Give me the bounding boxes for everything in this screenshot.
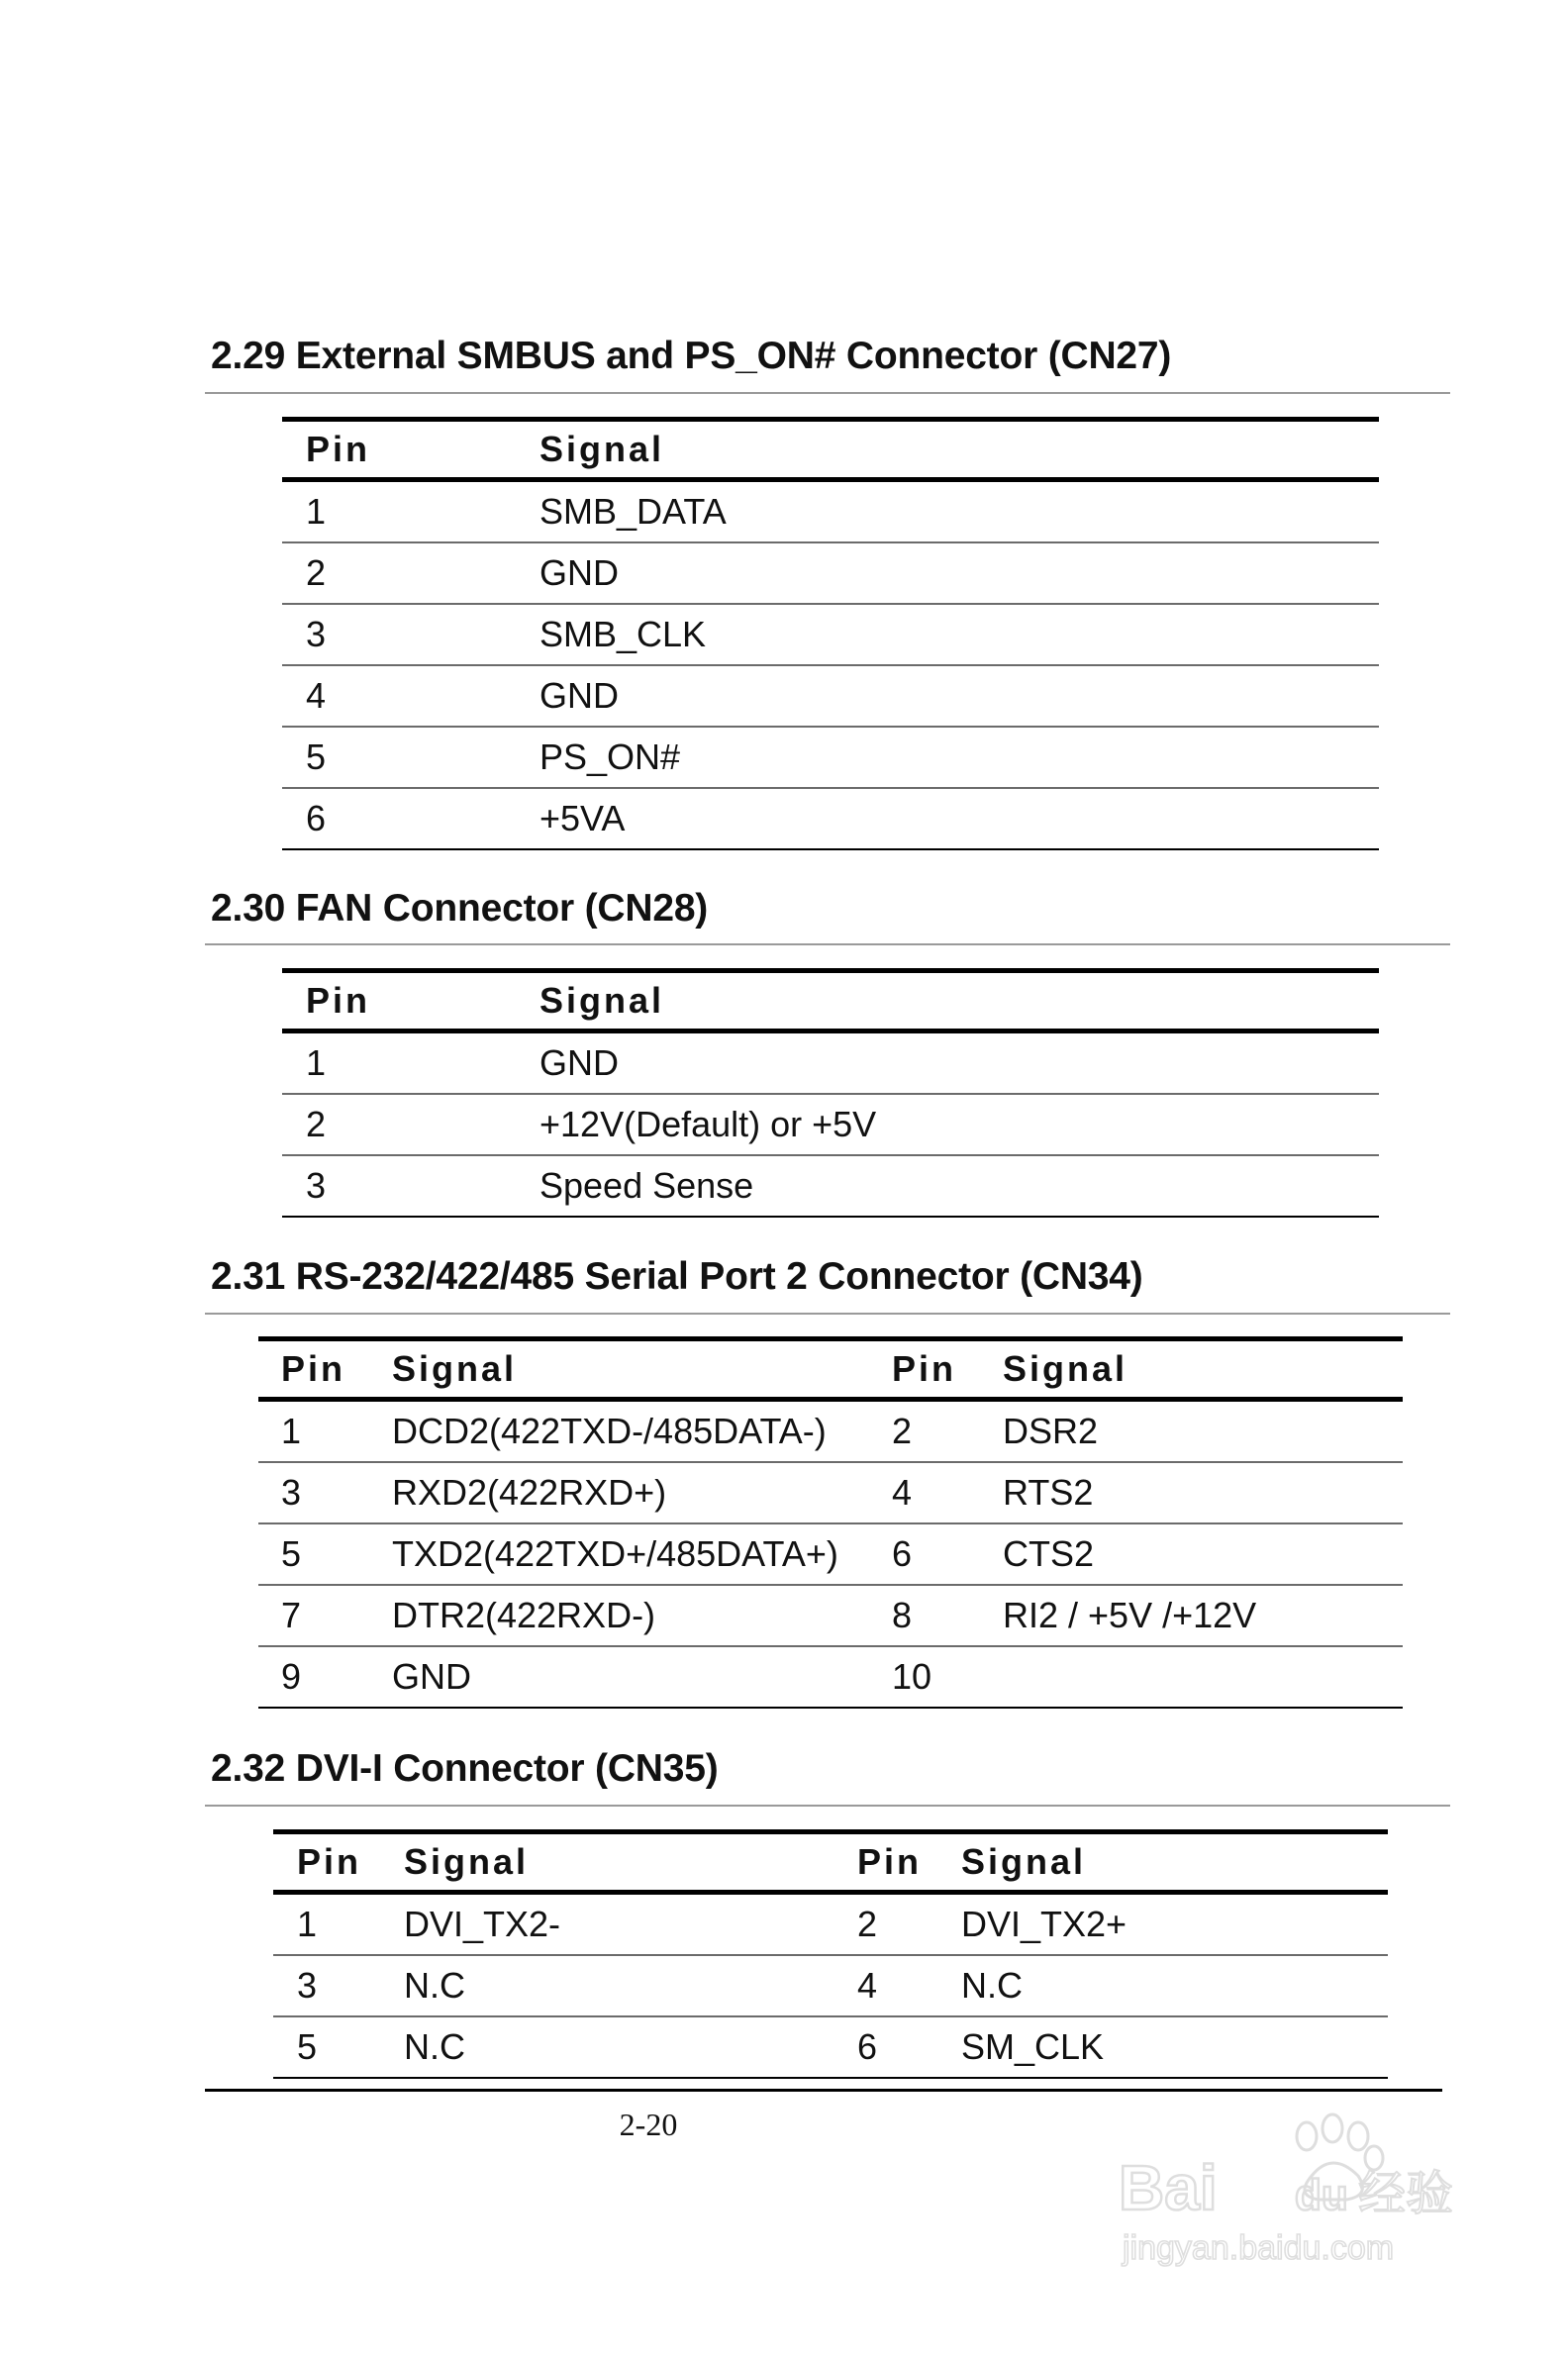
column-header-pin: Pin (857, 1832, 961, 1893)
signal-name: CTS2 (1003, 1523, 1403, 1585)
pin-number: 4 (857, 1955, 961, 2016)
column-header-signal: Signal (539, 971, 1379, 1031)
signal-name: RXD2(422RXD+) (392, 1462, 892, 1523)
signal-name: SMB_DATA (539, 480, 1379, 543)
table-row (282, 604, 1379, 665)
column-header-pin: Pin (297, 1832, 404, 1893)
signal-name: DSR2 (1003, 1400, 1403, 1463)
signal-name: SMB_CLK (539, 604, 1379, 665)
pin-table-cn28 (282, 968, 1379, 1218)
table-row (258, 1462, 1403, 1523)
table-row (282, 1155, 1379, 1217)
pin-number: 2 (306, 542, 539, 604)
section-title-cn35: 2.32 DVI-I Connector (CN35) (211, 1747, 719, 1790)
signal-name: Speed Sense (539, 1155, 1379, 1217)
table-header-row (282, 420, 1379, 480)
signal-name: GND (539, 665, 1379, 727)
pin-number: 5 (281, 1523, 392, 1585)
table-row (282, 665, 1379, 727)
column-header-signal: Signal (1003, 1339, 1403, 1400)
pin-number: 3 (306, 1155, 539, 1217)
pin-number: 4 (306, 665, 539, 727)
signal-name: N.C (961, 1955, 1388, 2016)
table-row (258, 1585, 1403, 1646)
baidu-watermark-logo (1099, 2099, 1475, 2277)
table-row (282, 542, 1379, 604)
column-header-signal: Signal (539, 420, 1379, 480)
signal-name: RTS2 (1003, 1462, 1403, 1523)
section-divider (205, 1313, 1450, 1315)
section-title-cn27: 2.29 External SMBUS and PS_ON# Connector (CN27) (211, 335, 1172, 377)
pin-number: 3 (306, 604, 539, 665)
table-row (282, 788, 1379, 849)
table-row (273, 1893, 1388, 1956)
signal-name: GND (539, 542, 1379, 604)
pin-number: 2 (857, 1893, 961, 1956)
pin-number: 6 (306, 788, 539, 849)
pin-number: 5 (297, 2016, 404, 2078)
pin-number: 1 (281, 1400, 392, 1463)
signal-name: DCD2(422TXD-/485DATA-) (392, 1400, 892, 1463)
pin-number: 4 (892, 1462, 1003, 1523)
pin-number: 6 (892, 1523, 1003, 1585)
signal-name: TXD2(422TXD+/485DATA+) (392, 1523, 892, 1585)
column-header-signal: Signal (961, 1832, 1388, 1893)
column-header-pin: Pin (306, 420, 539, 480)
pin-table-cn34 (258, 1336, 1403, 1709)
signal-name: SM_CLK (961, 2016, 1388, 2078)
pin-table-cn27 (282, 417, 1379, 850)
pin-number: 9 (281, 1646, 392, 1708)
table-row (282, 727, 1379, 788)
table-row (258, 1400, 1403, 1463)
section-title-cn28: 2.30 FAN Connector (CN28) (211, 887, 709, 930)
signal-name: N.C (404, 2016, 857, 2078)
signal-name: N.C (404, 1955, 857, 2016)
pin-number: 2 (892, 1400, 1003, 1463)
signal-name: DVI_TX2- (404, 1893, 857, 1956)
pin-number: 7 (281, 1585, 392, 1646)
table-header-row (273, 1832, 1388, 1893)
table-header-row (282, 971, 1379, 1031)
column-header-signal: Signal (392, 1339, 892, 1400)
pin-number: 1 (306, 480, 539, 543)
table-row (273, 2016, 1388, 2078)
footer-rule (205, 2089, 1442, 2092)
column-header-pin: Pin (281, 1339, 392, 1400)
table-row (273, 1955, 1388, 2016)
pin-number: 1 (297, 1893, 404, 1956)
pin-number: 5 (306, 727, 539, 788)
signal-name: DTR2(422RXD-) (392, 1585, 892, 1646)
column-header-pin: Pin (306, 971, 539, 1031)
column-header-signal: Signal (404, 1832, 857, 1893)
signal-name: GND (539, 1031, 1379, 1095)
signal-name: RI2 / +5V /+12V (1003, 1585, 1403, 1646)
page-number: 2-20 (619, 2107, 678, 2142)
section-divider (205, 943, 1450, 945)
column-header-pin: Pin (892, 1339, 1003, 1400)
svg-text:Bai: Bai (1119, 2152, 1218, 2223)
section-divider (205, 1805, 1450, 1807)
table-row (282, 1094, 1379, 1155)
table-row (258, 1646, 1403, 1708)
pin-number: 10 (892, 1646, 1003, 1708)
section-divider (205, 392, 1450, 394)
pin-number: 3 (297, 1955, 404, 2016)
signal-name: GND (392, 1646, 892, 1708)
section-title-cn34: 2.31 RS-232/422/485 Serial Port 2 Connector (CN34) (211, 1255, 1143, 1298)
signal-name: DVI_TX2+ (961, 1893, 1388, 1956)
pin-number: 3 (281, 1462, 392, 1523)
svg-text:经验: 经验 (1358, 2166, 1454, 2221)
pin-number: 1 (306, 1031, 539, 1095)
signal-name: PS_ON# (539, 727, 1379, 788)
pin-number: 2 (306, 1094, 539, 1155)
pin-number: 6 (857, 2016, 961, 2078)
signal-name (1003, 1646, 1403, 1708)
table-row (282, 1031, 1379, 1095)
signal-name: +5VA (539, 788, 1379, 849)
table-row (282, 480, 1379, 543)
svg-text:du: du (1295, 2171, 1348, 2219)
svg-text:jingyan.baidu.com: jingyan.baidu.com (1123, 2229, 1395, 2267)
pin-number: 8 (892, 1585, 1003, 1646)
signal-name: +12V(Default) or +5V (539, 1094, 1379, 1155)
table-header-row (258, 1339, 1403, 1400)
table-row (258, 1523, 1403, 1585)
pin-table-cn35 (273, 1829, 1388, 2079)
